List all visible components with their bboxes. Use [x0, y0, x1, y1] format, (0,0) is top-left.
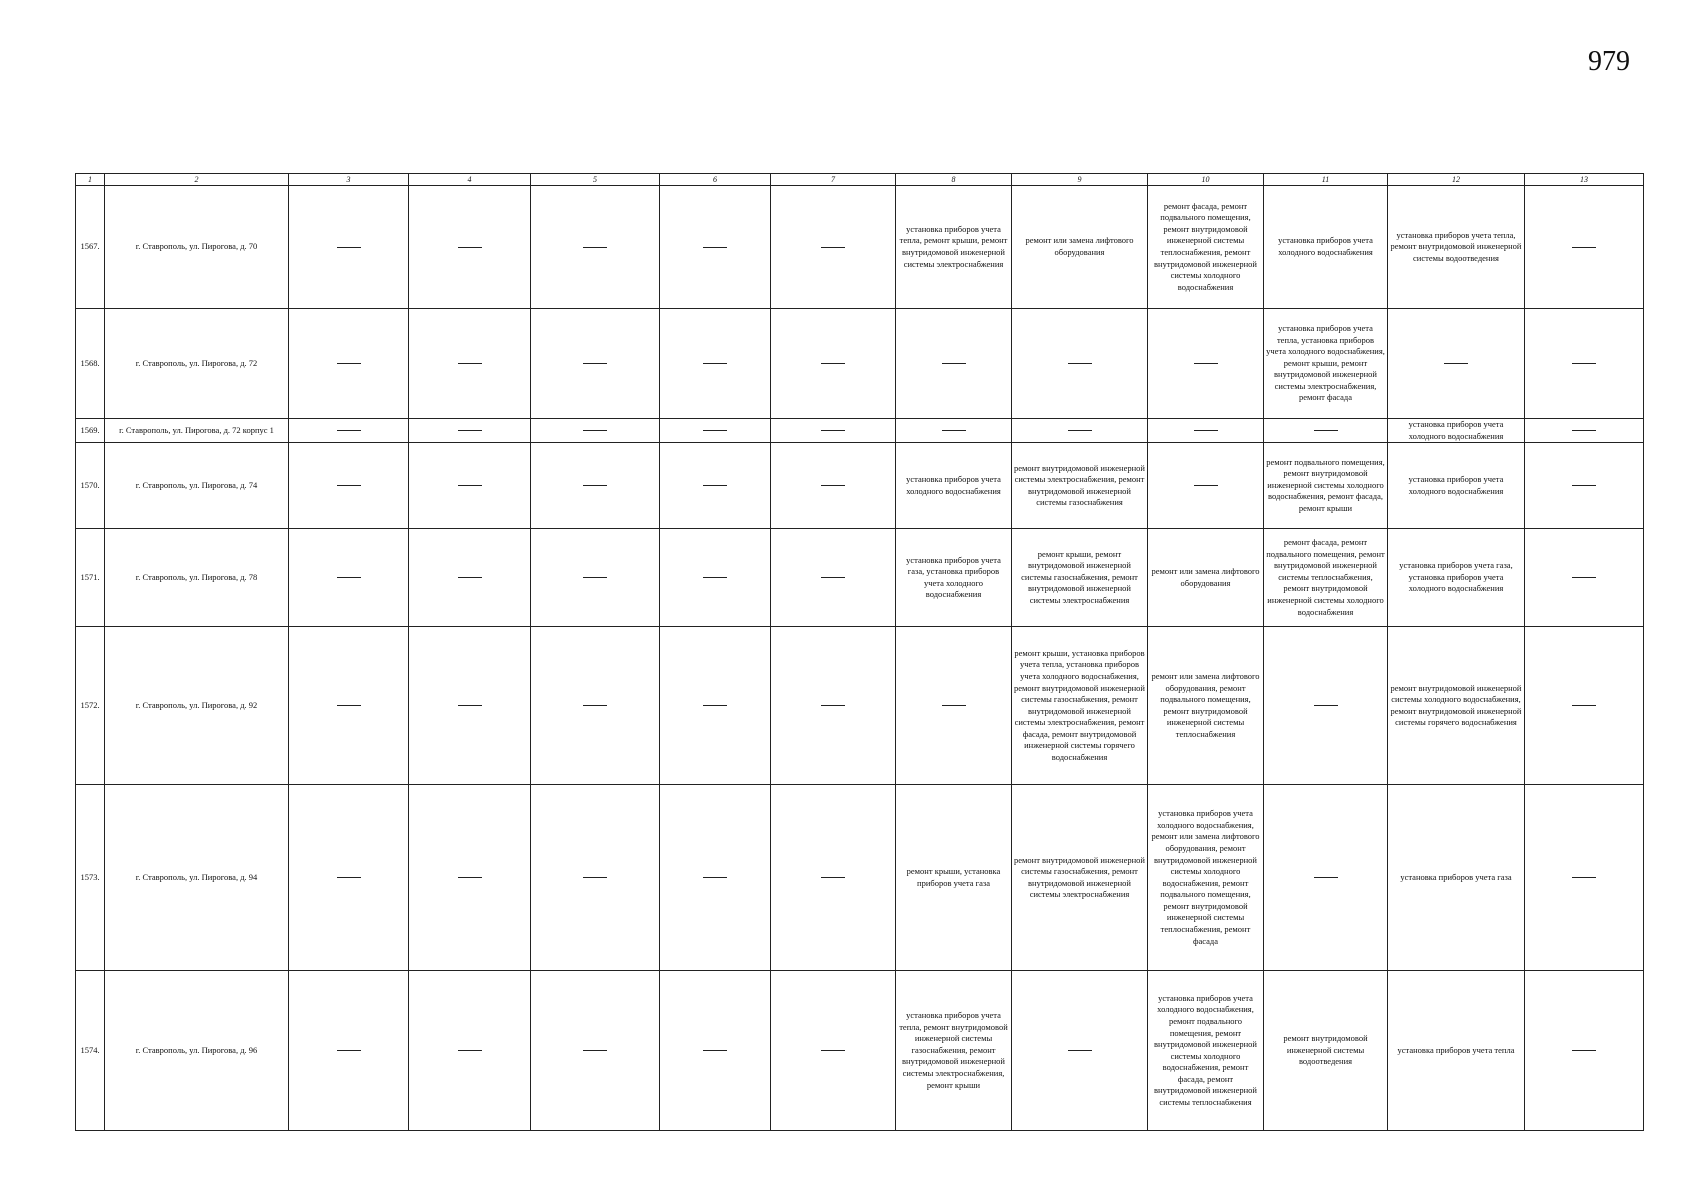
dash-mark: [821, 1050, 845, 1051]
work-cell: установка приборов учета холодного водоснабжения, ремонт или замена лифтового оборудования, ремонт внутридомовой инженерной системы холодного водоснабжения, ремонт подвального помещения, ремонт внутридомовой инженерной системы теплоснабжения, ремонт фасада: [1148, 785, 1264, 971]
column-number: 2: [105, 174, 289, 186]
empty-cell: [771, 443, 896, 529]
dash-mark: [458, 485, 482, 486]
empty-cell: [409, 419, 531, 443]
work-cell: ремонт или замена лифтового оборудования, ремонт подвального помещения, ремонт внутридомовой инженерной системы теплоснабжения: [1148, 627, 1264, 785]
table-row: [76, 419, 1644, 443]
work-cell: ремонт или замена лифтового оборудования: [1012, 186, 1148, 309]
dash-mark: [942, 705, 966, 706]
empty-cell: [289, 186, 409, 309]
empty-cell: [409, 186, 531, 309]
dash-mark: [942, 430, 966, 431]
dash-mark: [821, 705, 845, 706]
empty-cell: [289, 443, 409, 529]
dash-mark: [337, 877, 361, 878]
dash-mark: [703, 1050, 727, 1051]
row-number: 1571.: [76, 529, 105, 627]
empty-cell: [1012, 309, 1148, 419]
dash-mark: [703, 430, 727, 431]
work-cell: установка приборов учета тепла, ремонт внутридомовой инженерной системы водоотведения: [1388, 186, 1525, 309]
empty-cell: [289, 529, 409, 627]
work-cell: ремонт фасада, ремонт подвального помещения, ремонт внутридомовой инженерной системы теплоснабжения, ремонт внутридомовой инженерной системы холодного водоснабжения: [1264, 529, 1388, 627]
work-cell: установка приборов учета тепла, установка приборов учета холодного водоснабжения, ремонт крыши, ремонт внутридомовой инженерной системы электроснабжения, ремонт фасада: [1264, 309, 1388, 419]
work-cell: установка приборов учета газа: [1388, 785, 1525, 971]
dash-mark: [703, 363, 727, 364]
dash-mark: [583, 247, 607, 248]
empty-cell: [531, 419, 660, 443]
work-cell: ремонт внутридомовой инженерной системы электроснабжения, ремонт внутридомовой инженерной системы газоснабжения: [1012, 443, 1148, 529]
row-number: 1567.: [76, 186, 105, 309]
work-cell: ремонт внутридомовой инженерной системы газоснабжения, ремонт внутридомовой инженерной системы электроснабжения: [1012, 785, 1148, 971]
work-cell: установка приборов учета газа, установка приборов учета холодного водоснабжения: [1388, 529, 1525, 627]
column-number: 5: [531, 174, 660, 186]
empty-cell: [531, 309, 660, 419]
empty-cell: [289, 627, 409, 785]
empty-cell: [1012, 419, 1148, 443]
empty-cell: [1264, 627, 1388, 785]
dash-mark: [583, 1050, 607, 1051]
address-cell: г. Ставрополь, ул. Пирогова, д. 72: [105, 309, 289, 419]
dash-mark: [337, 705, 361, 706]
work-cell: ремонт или замена лифтового оборудования: [1148, 529, 1264, 627]
table-row: [76, 529, 1644, 627]
empty-cell: [660, 971, 771, 1131]
dash-mark: [458, 705, 482, 706]
dash-mark: [458, 247, 482, 248]
dash-mark: [337, 247, 361, 248]
address-cell: г. Ставрополь, ул. Пирогова, д. 74: [105, 443, 289, 529]
empty-cell: [409, 309, 531, 419]
empty-cell: [660, 627, 771, 785]
dash-mark: [1314, 877, 1338, 878]
work-cell: установка приборов учета холодного водоснабжения: [1388, 419, 1525, 443]
work-cell: ремонт крыши, установка приборов учета тепла, установка приборов учета холодного водоснабжения, ремонт внутридомовой инженерной системы газоснабжения, ремонт внутридомовой инженерной системы электроснабжения, ремонт фасада, ремонт внутридомовой инженерной системы горячего водоснабжения: [1012, 627, 1148, 785]
dash-mark: [583, 430, 607, 431]
dash-mark: [1194, 363, 1218, 364]
column-number-row: [76, 174, 1644, 186]
empty-cell: [771, 529, 896, 627]
work-cell: ремонт крыши, ремонт внутридомовой инженерной системы газоснабжения, ремонт внутридомовой инженерной системы электроснабжения: [1012, 529, 1148, 627]
row-number: 1572.: [76, 627, 105, 785]
dash-mark: [703, 247, 727, 248]
dash-mark: [703, 877, 727, 878]
dash-mark: [337, 363, 361, 364]
page-number: 979: [1588, 46, 1630, 77]
column-number: 11: [1264, 174, 1388, 186]
empty-cell: [531, 627, 660, 785]
dash-mark: [583, 577, 607, 578]
empty-cell: [896, 627, 1012, 785]
empty-cell: [1525, 186, 1644, 309]
table-body: [76, 186, 1644, 1131]
empty-cell: [660, 443, 771, 529]
work-cell: ремонт фасада, ремонт подвального помещения, ремонт внутридомовой инженерной системы теплоснабжения, ремонт внутридомовой инженерной системы холодного водоснабжения: [1148, 186, 1264, 309]
empty-cell: [531, 785, 660, 971]
dash-mark: [458, 877, 482, 878]
address-cell: г. Ставрополь, ул. Пирогова, д. 78: [105, 529, 289, 627]
dash-mark: [337, 485, 361, 486]
work-cell: ремонт внутридомовой инженерной системы водоотведения: [1264, 971, 1388, 1131]
empty-cell: [896, 419, 1012, 443]
empty-cell: [409, 785, 531, 971]
table-row: [76, 971, 1644, 1131]
address-cell: г. Ставрополь, ул. Пирогова, д. 72 корпус 1: [105, 419, 289, 443]
dash-mark: [458, 363, 482, 364]
dash-mark: [337, 1050, 361, 1051]
dash-mark: [821, 485, 845, 486]
dash-mark: [1572, 877, 1596, 878]
empty-cell: [531, 971, 660, 1131]
work-cell: установка приборов учета газа, установка приборов учета холодного водоснабжения: [896, 529, 1012, 627]
empty-cell: [771, 186, 896, 309]
empty-cell: [1525, 971, 1644, 1131]
work-cell: установка приборов учета холодного водоснабжения: [1264, 186, 1388, 309]
repair-schedule-table: [75, 173, 1644, 1131]
address-cell: г. Ставрополь, ул. Пирогова, д. 92: [105, 627, 289, 785]
dash-mark: [1068, 363, 1092, 364]
dash-mark: [1572, 247, 1596, 248]
empty-cell: [771, 309, 896, 419]
dash-mark: [1572, 1050, 1596, 1051]
dash-mark: [458, 577, 482, 578]
table-row: [76, 443, 1644, 529]
table-row: [76, 627, 1644, 785]
empty-cell: [289, 419, 409, 443]
column-number: 10: [1148, 174, 1264, 186]
dash-mark: [583, 363, 607, 364]
empty-cell: [1525, 529, 1644, 627]
column-number: 1: [76, 174, 105, 186]
column-number: 8: [896, 174, 1012, 186]
empty-cell: [1525, 785, 1644, 971]
row-number: 1568.: [76, 309, 105, 419]
dash-mark: [1068, 1050, 1092, 1051]
column-number: 4: [409, 174, 531, 186]
dash-mark: [583, 705, 607, 706]
dash-mark: [337, 577, 361, 578]
dash-mark: [703, 705, 727, 706]
dash-mark: [1314, 430, 1338, 431]
work-cell: ремонт подвального помещения, ремонт внутридомовой инженерной системы холодного водоснабжения, ремонт фасада, ремонт крыши: [1264, 443, 1388, 529]
dash-mark: [821, 877, 845, 878]
dash-mark: [583, 877, 607, 878]
dash-mark: [942, 363, 966, 364]
work-cell: установка приборов учета тепла, ремонт внутридомовой инженерной системы газоснабжения, ремонт внутридомовой инженерной системы электроснабжения, ремонт крыши: [896, 971, 1012, 1131]
empty-cell: [771, 785, 896, 971]
empty-cell: [289, 971, 409, 1131]
empty-cell: [409, 443, 531, 529]
dash-mark: [821, 577, 845, 578]
empty-cell: [1525, 627, 1644, 785]
dash-mark: [703, 485, 727, 486]
empty-cell: [1264, 785, 1388, 971]
empty-cell: [771, 419, 896, 443]
table-row: [76, 309, 1644, 419]
dash-mark: [1194, 485, 1218, 486]
dash-mark: [458, 1050, 482, 1051]
dash-mark: [458, 430, 482, 431]
empty-cell: [1525, 419, 1644, 443]
work-cell: установка приборов учета тепла: [1388, 971, 1525, 1131]
empty-cell: [660, 785, 771, 971]
empty-cell: [660, 309, 771, 419]
column-number: 13: [1525, 174, 1644, 186]
work-cell: установка приборов учета холодного водоснабжения: [1388, 443, 1525, 529]
empty-cell: [1388, 309, 1525, 419]
row-number: 1570.: [76, 443, 105, 529]
empty-cell: [1012, 971, 1148, 1131]
empty-cell: [771, 627, 896, 785]
address-cell: г. Ставрополь, ул. Пирогова, д. 70: [105, 186, 289, 309]
address-cell: г. Ставрополь, ул. Пирогова, д. 96: [105, 971, 289, 1131]
dash-mark: [821, 363, 845, 364]
row-number: 1569.: [76, 419, 105, 443]
address-cell: г. Ставрополь, ул. Пирогова, д. 94: [105, 785, 289, 971]
dash-mark: [821, 247, 845, 248]
dash-mark: [1194, 430, 1218, 431]
dash-mark: [1572, 430, 1596, 431]
work-cell: ремонт крыши, установка приборов учета газа: [896, 785, 1012, 971]
dash-mark: [1572, 705, 1596, 706]
empty-cell: [1264, 419, 1388, 443]
work-cell: установка приборов учета тепла, ремонт крыши, ремонт внутридомовой инженерной системы электроснабжения: [896, 186, 1012, 309]
empty-cell: [531, 186, 660, 309]
row-number: 1573.: [76, 785, 105, 971]
dash-mark: [337, 430, 361, 431]
row-number: 1574.: [76, 971, 105, 1131]
table-row: [76, 785, 1644, 971]
column-number: 3: [289, 174, 409, 186]
empty-cell: [289, 309, 409, 419]
column-number: 7: [771, 174, 896, 186]
dash-mark: [1572, 577, 1596, 578]
empty-cell: [531, 529, 660, 627]
empty-cell: [531, 443, 660, 529]
dash-mark: [821, 430, 845, 431]
work-cell: ремонт внутридомовой инженерной системы холодного водоснабжения, ремонт внутридомовой инженерной системы горячего водоснабжения: [1388, 627, 1525, 785]
dash-mark: [1314, 705, 1338, 706]
column-number: 12: [1388, 174, 1525, 186]
dash-mark: [1572, 363, 1596, 364]
empty-cell: [1148, 419, 1264, 443]
empty-cell: [660, 419, 771, 443]
work-cell: установка приборов учета холодного водоснабжения: [896, 443, 1012, 529]
empty-cell: [1525, 309, 1644, 419]
empty-cell: [289, 785, 409, 971]
dash-mark: [1572, 485, 1596, 486]
empty-cell: [409, 971, 531, 1131]
dash-mark: [1444, 363, 1468, 364]
dash-mark: [583, 485, 607, 486]
empty-cell: [660, 529, 771, 627]
empty-cell: [1148, 309, 1264, 419]
empty-cell: [409, 529, 531, 627]
dash-mark: [703, 577, 727, 578]
column-number: 6: [660, 174, 771, 186]
column-number: 9: [1012, 174, 1148, 186]
table-row: [76, 186, 1644, 309]
work-cell: установка приборов учета холодного водоснабжения, ремонт подвального помещения, ремонт внутридомовой инженерной системы холодного водоснабжения, ремонт фасада, ремонт внутридомовой инженерной системы теплоснабжения: [1148, 971, 1264, 1131]
empty-cell: [660, 186, 771, 309]
empty-cell: [409, 627, 531, 785]
empty-cell: [1148, 443, 1264, 529]
empty-cell: [896, 309, 1012, 419]
dash-mark: [1068, 430, 1092, 431]
empty-cell: [1525, 443, 1644, 529]
empty-cell: [771, 971, 896, 1131]
